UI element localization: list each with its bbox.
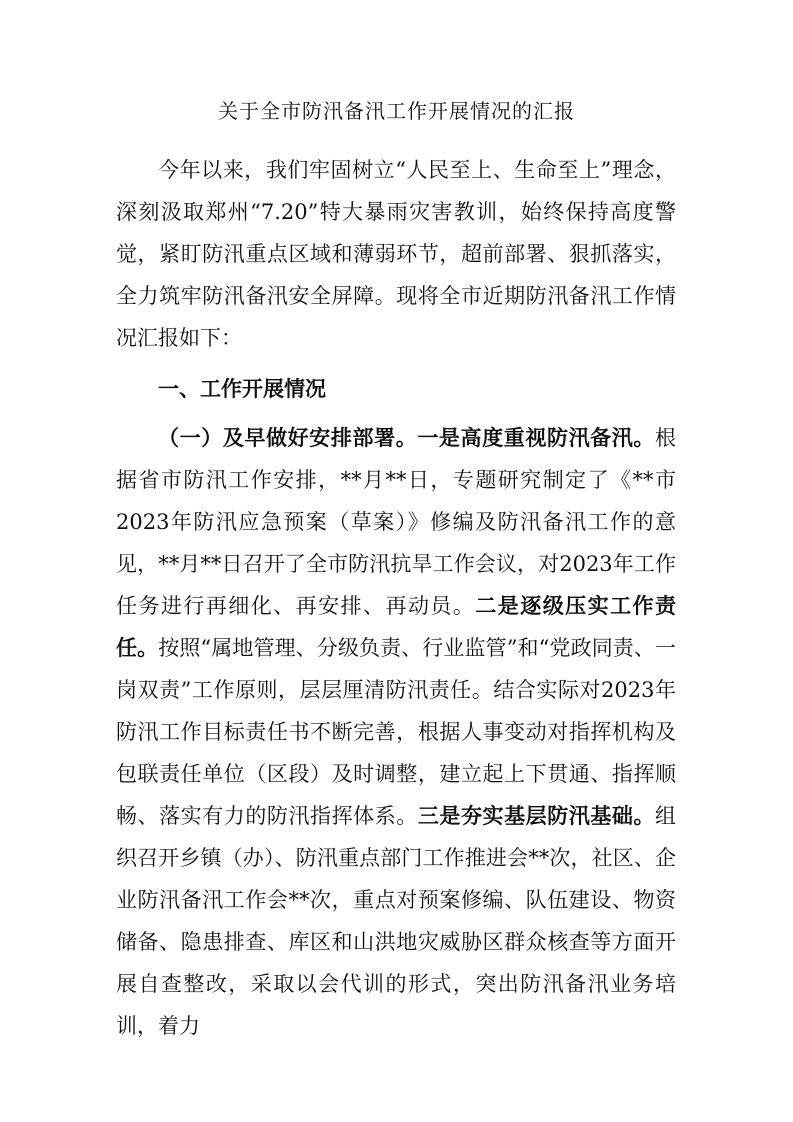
subsection-paragraph — [116, 417, 676, 1047]
point-two-text: 按照“属地管理、分级负责、行业监管”和“党政同责、一岗双责”工作原则，层层厘清防汛责任。结合实际对2023年防汛工作目标责任书不断完善，根据人事变动对指挥机构及包联责任单位（区段）及时调整，建立起上下贯通、指挥顺畅、落实有力的防汛指挥体系。 — [116, 636, 676, 828]
intro-paragraph: 今年以来，我们牢固树立“人民至上、生命至上”理念，深刻汲取郑州“7.20”特大暴雨灾害教训，始终保持高度警觉，紧盯防汛重点区域和薄弱环节，超前部署、狠抓落实，全力筑牢防汛备汛安全屏障。现将全市近期防汛备汛工作情况汇报如下： — [116, 158, 676, 350]
point-one-title: 一是高度重视防汛备汛。 — [417, 425, 656, 450]
document-title: 关于全市防汛备汛工作开展情况的汇报 — [218, 99, 575, 123]
subsection-heading: （一）及早做好安排部署。 — [158, 425, 418, 450]
point-two-title: 二是逐级压实工作责任。 — [116, 593, 677, 660]
point-three-text: 组织召开乡镇（办）、防汛重点部门工作推进会**次，社区、企业防汛备汛工作会**次，重点对预案修编、队伍建设、物资储备、隐患排查、库区和山洪地灾威胁区群众核查等方面开展自查整改，采取以会代训的形式，突出防汛备汛业务培训，着力 — [116, 804, 677, 1038]
point-three-title: 三是夯实基层防汛基础。 — [417, 803, 656, 828]
section-heading: 一、工作开展情况 — [158, 376, 326, 401]
point-one-text: 根据省市防汛工作安排，**月**日，专题研究制定了《**市2023年防汛应急预案（草案）》修编及防汛备汛工作的意见，**月**日召开了全市防汛抗旱工作会议，对2023年工作任务进行再细化、再安排、再动员。 — [116, 426, 677, 618]
